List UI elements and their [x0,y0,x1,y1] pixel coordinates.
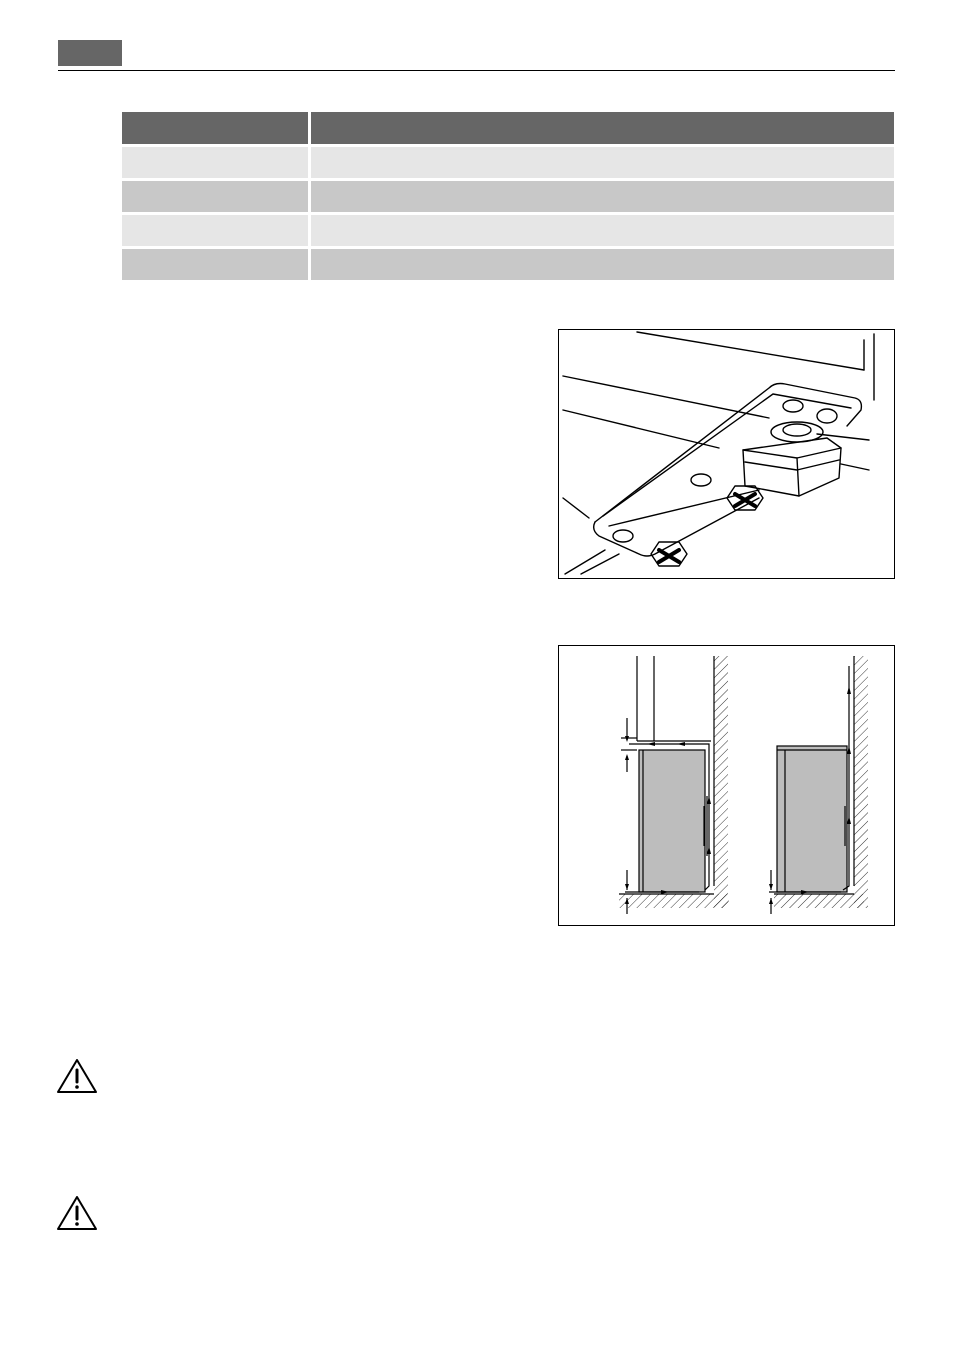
table-row [122,178,894,212]
table-cell [122,246,311,280]
table-row [122,246,894,280]
table-cell [311,212,894,246]
warning-triangle-icon [56,1195,98,1231]
table-cell [311,144,894,178]
hinge-figure [558,329,895,579]
table-cell [122,212,311,246]
table-cell [122,144,311,178]
table-cell [311,246,894,280]
table-header-cell [311,112,894,144]
table-cell [122,178,311,212]
appliance-ventilation-airflow-illustration [559,646,894,925]
table-row [122,212,894,246]
table-header-row [122,112,894,144]
table-cell [311,178,894,212]
warning-triangle-icon [56,1058,98,1094]
header-rule [58,70,895,71]
door-hinge-adjustment-illustration [559,330,894,578]
table-header-cell [122,112,311,144]
table-row [122,144,894,178]
ventilation-figure [558,645,895,926]
page-section-tab [58,40,122,66]
climate-class-table [122,112,894,280]
